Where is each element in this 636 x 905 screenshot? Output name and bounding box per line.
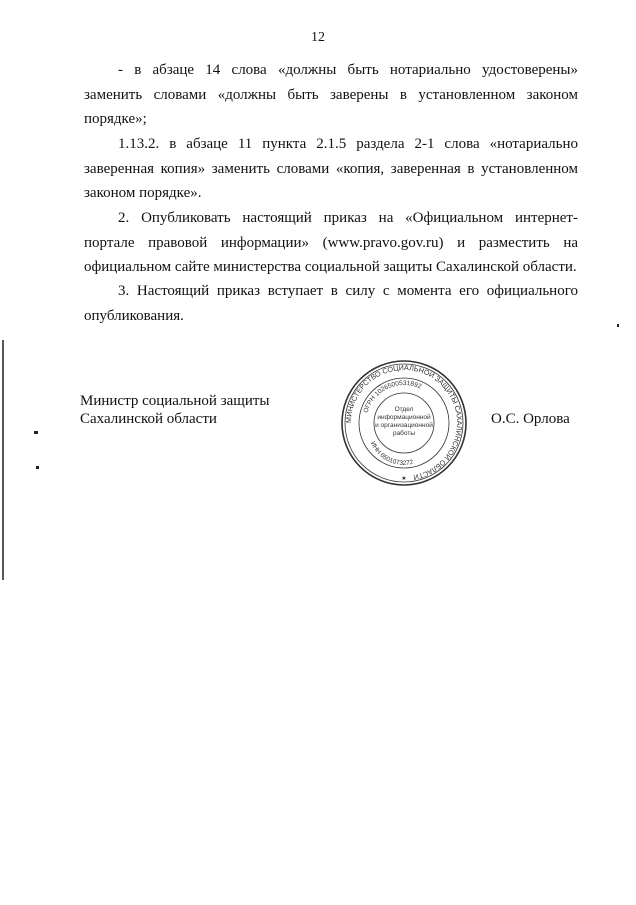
scan-speck [36,466,39,469]
stamp-center-line4: работы [392,430,416,437]
paragraph-2: 1.13.2. в абзаце 11 пункта 2.1.5 раздела 2-1 слова «нотариально заверенная копия» заменить словами «копия, заверенная в установленном законом порядке». [84,136,578,201]
signatory-position-line2: Сахалинской области [80,411,217,427]
paragraph-3: 2. Опубликовать настоящий приказ на «Официальном интернет-портале правовой информации» (www.pravo.gov.ru) и разместить на официальном сайте министерства социальной защиты Сахалинской области. [84,210,578,275]
stamp-center-line1: Отдел [394,406,414,413]
page-number: 12 [311,30,325,45]
signatory-name: О.С. Орлова [491,411,570,427]
stamp-star-icon: ★ [401,476,407,482]
paragraph-1: - в абзаце 14 слова «должны быть нотариально удостоверены» заменить словами «должны быть заверены в установленном законом порядке»; [84,62,578,127]
scan-speck [34,431,38,434]
official-stamp [340,359,468,487]
stamp-ring-text: МИНИСТЕРСТВО СОЦИАЛЬНОЙ ЗАЩИТЫ САХАЛИНСКОЙ ОБЛАСТИ [343,362,465,483]
signatory-position [80,392,270,428]
official-stamp-graphic [340,359,468,487]
stamp-ogrn-text: ОГРН 1026500531892 [362,379,423,414]
stamp-center-line3: и организационной [375,422,433,429]
scan-edge-line [2,340,4,580]
stamp-center-line2: информационной [377,414,431,421]
signatory-position-line1: Министр социальной защиты [80,393,270,409]
stamp-inn-text: ИНН 6501073272 [368,440,414,468]
paragraph-4: 3. Настоящий приказ вступает в силу с момента его официального опубликования. [84,283,578,324]
scan-speck [617,324,619,327]
